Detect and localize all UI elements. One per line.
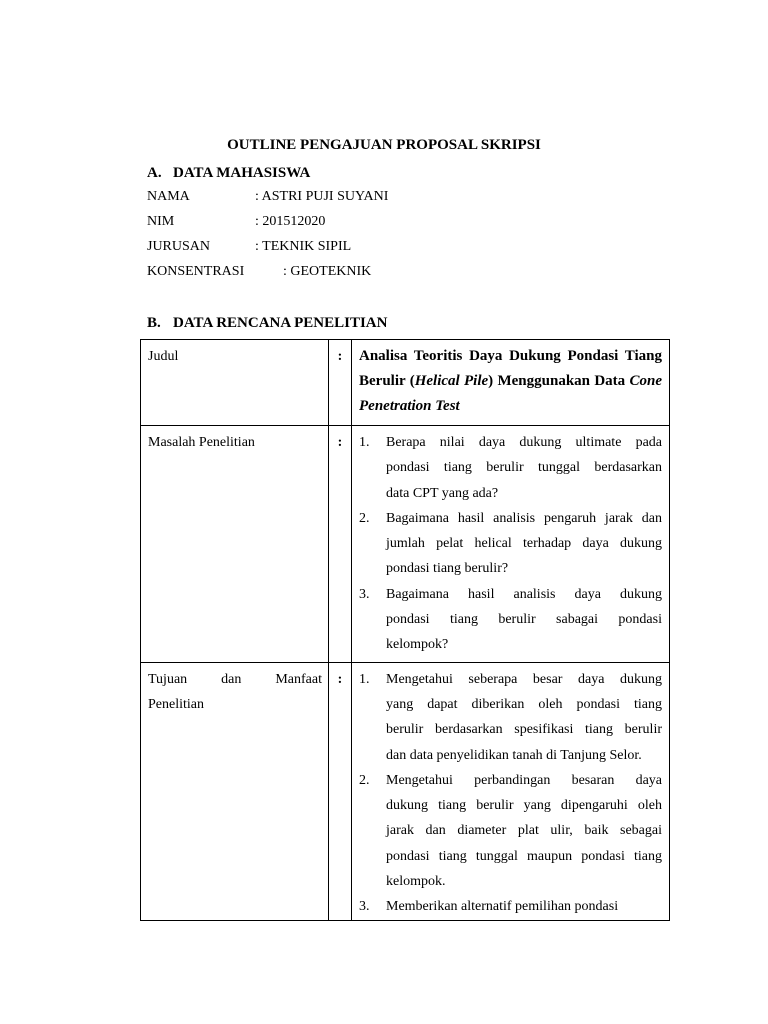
section-b-label: DATA RENCANA PENELITIAN	[173, 315, 388, 331]
field-nim-value: : 201512020	[255, 214, 326, 229]
judul-colon: :	[329, 340, 352, 426]
tujuan-label-line2: Penelitian	[148, 697, 204, 713]
section-b-heading	[147, 315, 387, 332]
list-item-line: Mengetahui perbandingan besaran daya	[386, 772, 662, 788]
field-konsentrasi-label: KONSENTRASI	[147, 264, 245, 279]
tujuan-list	[359, 667, 662, 920]
tujuan-label-line1: Tujuan dan Manfaat	[148, 671, 322, 687]
field-nama-label: NAMA	[147, 189, 190, 204]
list-item-line: Berapa nilai daya dukung ultimate pada	[386, 435, 662, 450]
masalah-list-cell	[352, 426, 670, 663]
list-item-line: pondasi tiang berulir tunggal berdasarkan	[386, 460, 662, 476]
list-item-line: berulir berdasarkan spesifikasi tiang berulir	[386, 722, 662, 738]
list-item-line: pondasi tiang berulir sabagai pondasi	[386, 612, 662, 628]
masalah-list	[359, 430, 662, 662]
field-nim-label: NIM	[147, 214, 175, 229]
list-item-line: kelompok.	[386, 874, 446, 890]
list-item-line: dan data penyelidikan tanah di Tanjung Selor.	[386, 747, 642, 763]
list-item-line: yang dapat diberikan oleh pondasi tiang	[386, 696, 662, 712]
document-title: OUTLINE PENGAJUAN PROPOSAL SKRIPSI	[227, 137, 541, 153]
judul-label: Judul	[141, 340, 329, 426]
list-item	[359, 894, 662, 919]
masalah-label: Masalah Penelitian	[141, 426, 329, 663]
list-item-number: 3.	[359, 586, 370, 602]
list-item	[359, 430, 662, 506]
list-item-line: kelompok?	[386, 637, 449, 653]
list-item-line: Memberikan alternatif pemilihan pondasi	[386, 899, 619, 915]
list-item-number: 1.	[359, 671, 370, 687]
research-plan-table	[140, 339, 670, 921]
research-title-part1: Analisa Teoritis Daya Dukung Pondasi Tiang Berulir (	[359, 348, 662, 389]
list-item	[359, 768, 662, 894]
list-item-line: jumlah pelat helical terhadap daya dukung	[386, 536, 662, 552]
table-row-judul	[141, 340, 670, 426]
research-title	[359, 344, 662, 425]
list-item-line: Bagaimana hasil analisis daya dukung	[386, 586, 662, 602]
research-title-italic2: Cone Penetration Test	[359, 373, 662, 414]
field-jurusan-label: JURUSAN	[147, 239, 211, 254]
section-b-number: B.	[147, 315, 161, 331]
list-item-line: dukung tiang berulir yang dipengaruhi oleh	[386, 798, 662, 814]
list-item	[359, 582, 662, 658]
list-item-number: 3.	[359, 899, 370, 915]
section-a-heading	[147, 165, 310, 182]
list-item-line: pondasi tiang tunggal maupun pondasi tiang	[386, 848, 662, 864]
section-a-label: DATA MAHASISWA	[173, 165, 311, 181]
list-item-line: Mengetahui seberapa besar daya dukung	[386, 671, 662, 687]
field-jurusan-value: : TEKNIK SIPIL	[255, 239, 352, 254]
section-a-number: A.	[147, 165, 162, 181]
list-item-line: jarak dan diameter plat ulir, baik sebagai	[386, 823, 662, 839]
list-item	[359, 506, 662, 582]
field-nama-value: : ASTRI PUJI SUYANI	[255, 189, 389, 204]
research-title-part2: ) Menggunakan Data	[488, 373, 630, 389]
table-row-tujuan	[141, 662, 670, 920]
list-item	[359, 667, 662, 768]
research-title-italic1: Helical Pile	[414, 373, 489, 389]
list-item-line: pondasi tiang berulir?	[386, 561, 509, 577]
tujuan-colon: :	[329, 662, 352, 920]
judul-value-cell	[352, 340, 670, 426]
list-item-number: 2.	[359, 510, 370, 526]
list-item-number: 1.	[359, 435, 370, 450]
masalah-colon: :	[329, 426, 352, 663]
list-item-number: 2.	[359, 772, 370, 788]
field-konsentrasi-value: : GEOTEKNIK	[283, 264, 372, 279]
list-item-line: Bagaimana hasil analisis pengaruh jarak dan	[386, 510, 662, 526]
table-row-masalah	[141, 426, 670, 663]
list-item-line: data CPT yang ada?	[386, 485, 499, 501]
tujuan-label	[141, 662, 329, 920]
tujuan-list-cell	[352, 662, 670, 920]
